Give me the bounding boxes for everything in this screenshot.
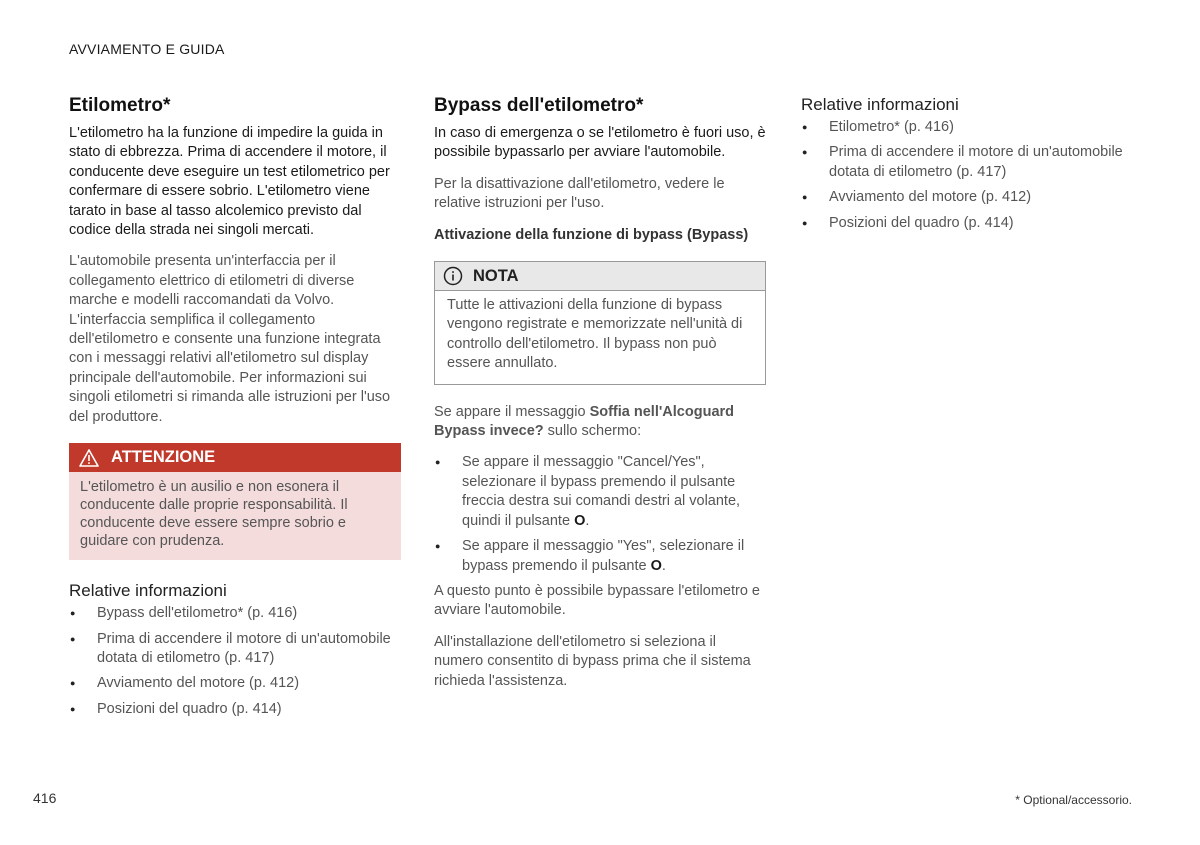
paragraph-bypass-result: A questo punto è possibile bypassare l'etilometro e avviare l'automobile. <box>434 582 760 619</box>
button-key-o: O <box>650 557 662 574</box>
footnote: * Optional/accessorio. <box>1015 793 1132 807</box>
related-title: Relative informazioni <box>69 581 227 601</box>
related-item[interactable]: ● Avviamento del motore (p. 412) <box>69 674 401 693</box>
related-item[interactable]: ● Prima di accendere il motore di un'automobile dotata di etilometro (p. 417) <box>801 143 1133 182</box>
warning-text: L'etilometro è un ausilio e non esonera il conducente dalle proprie responsabilità. Il conducente deve essere sempre sobrio e guidare con prudenza. <box>80 479 348 550</box>
intro-paragraph: L'etilometro ha la funzione di impedire la guida in stato di ebbrezza. Prima di accendere il motore, il conducente deve eseguire un test etilometrico per confermare di essere sobrio. L'etilometro viene tarato in base al tasso alcolemico previsto dal codice della strada nei singoli mercati. <box>69 125 390 239</box>
related-item[interactable]: ● Posizioni del quadro (p. 414) <box>801 214 1133 233</box>
subheading-attivazione: Attivazione della funzione di bypass (Bypass) <box>434 226 749 243</box>
note-text: Tutte le attivazioni della funzione di bypass vengono registrate e memorizzate nell'unità di controllo dell'etilometro. Il bypass non può essere annullato. <box>447 297 743 372</box>
message-prefix: Se appare il messaggio <box>434 403 590 420</box>
button-key-o: O <box>574 512 586 529</box>
related-list <box>69 604 401 719</box>
step-end: . <box>585 512 590 529</box>
warning-triangle-icon <box>79 449 99 467</box>
step-text: Se appare il messaggio "Cancel/Yes", selezionare il bypass premendo il pulsante freccia destra sui comandi destri al volante, quindi il pulsante <box>462 454 741 529</box>
related-item[interactable]: ● Prima di accendere il motore di un'automobile dotata di etilometro (p. 417) <box>69 630 401 669</box>
section-header: AVVIAMENTO E GUIDA <box>69 41 225 57</box>
related-item[interactable]: ● Etilometro* (p. 416) <box>801 118 1133 137</box>
related-item[interactable]: ● Posizioni del quadro (p. 414) <box>69 700 401 719</box>
message-suffix: sullo schermo: <box>543 423 642 440</box>
page-number: 416 <box>33 790 57 806</box>
warning-header <box>69 443 401 472</box>
related-item[interactable]: ● Bypass dell'etilometro* (p. 416) <box>69 604 401 623</box>
paragraph-disattivazione: Per la disattivazione dall'etilometro, vedere le relative istruzioni per l'uso. <box>434 175 725 212</box>
note-title: NOTA <box>473 266 519 285</box>
note-header <box>435 262 765 291</box>
intro-paragraph: In caso di emergenza o se l'etilometro è fuori uso, è possibile bypassarlo per avviare l'automobile. <box>434 125 766 161</box>
note-box <box>434 261 766 385</box>
message-highlight: Soffia nell'Alcoguard Bypass invece? <box>434 403 735 440</box>
column-etilometro <box>69 94 401 725</box>
paragraph-installazione: All'installazione dell'etilometro si seleziona il numero consentito di bypass prima che il sistema richieda l'assistenza. <box>434 633 751 689</box>
warning-box <box>69 443 401 560</box>
section-title-bypass: Bypass dell'etilometro* <box>434 95 644 116</box>
related-title: Relative informazioni <box>801 95 959 114</box>
info-circle-icon <box>443 266 463 286</box>
related-item[interactable]: ● Avviamento del motore (p. 412) <box>801 188 1133 207</box>
column-related <box>801 94 1133 239</box>
message-paragraph <box>434 403 766 442</box>
related-list <box>801 118 1133 233</box>
steps-list <box>434 453 766 575</box>
step-text: Se appare il messaggio "Yes", selezionare il bypass premendo il pulsante <box>462 538 745 574</box>
column-bypass <box>434 94 766 703</box>
step-end: . <box>661 557 666 574</box>
warning-title: ATTENZIONE <box>111 448 216 467</box>
body-paragraph: L'automobile presenta un'interfaccia per il collegamento elettrico di etilometri di diverse marche e modelli raccomandati da Volvo. L'interfaccia semplifica il collegamento dell'etilometro e consente una funzione integrata con i messaggi relativi all'etilometro sul display principale dell'automobile. Per informazioni sui singoli etilometri si rimanda alle istruzioni per l'uso del produttore. <box>69 253 391 425</box>
section-title-etilometro: Etilometro* <box>69 95 171 116</box>
step-item <box>434 537 766 576</box>
step-item <box>434 453 766 531</box>
